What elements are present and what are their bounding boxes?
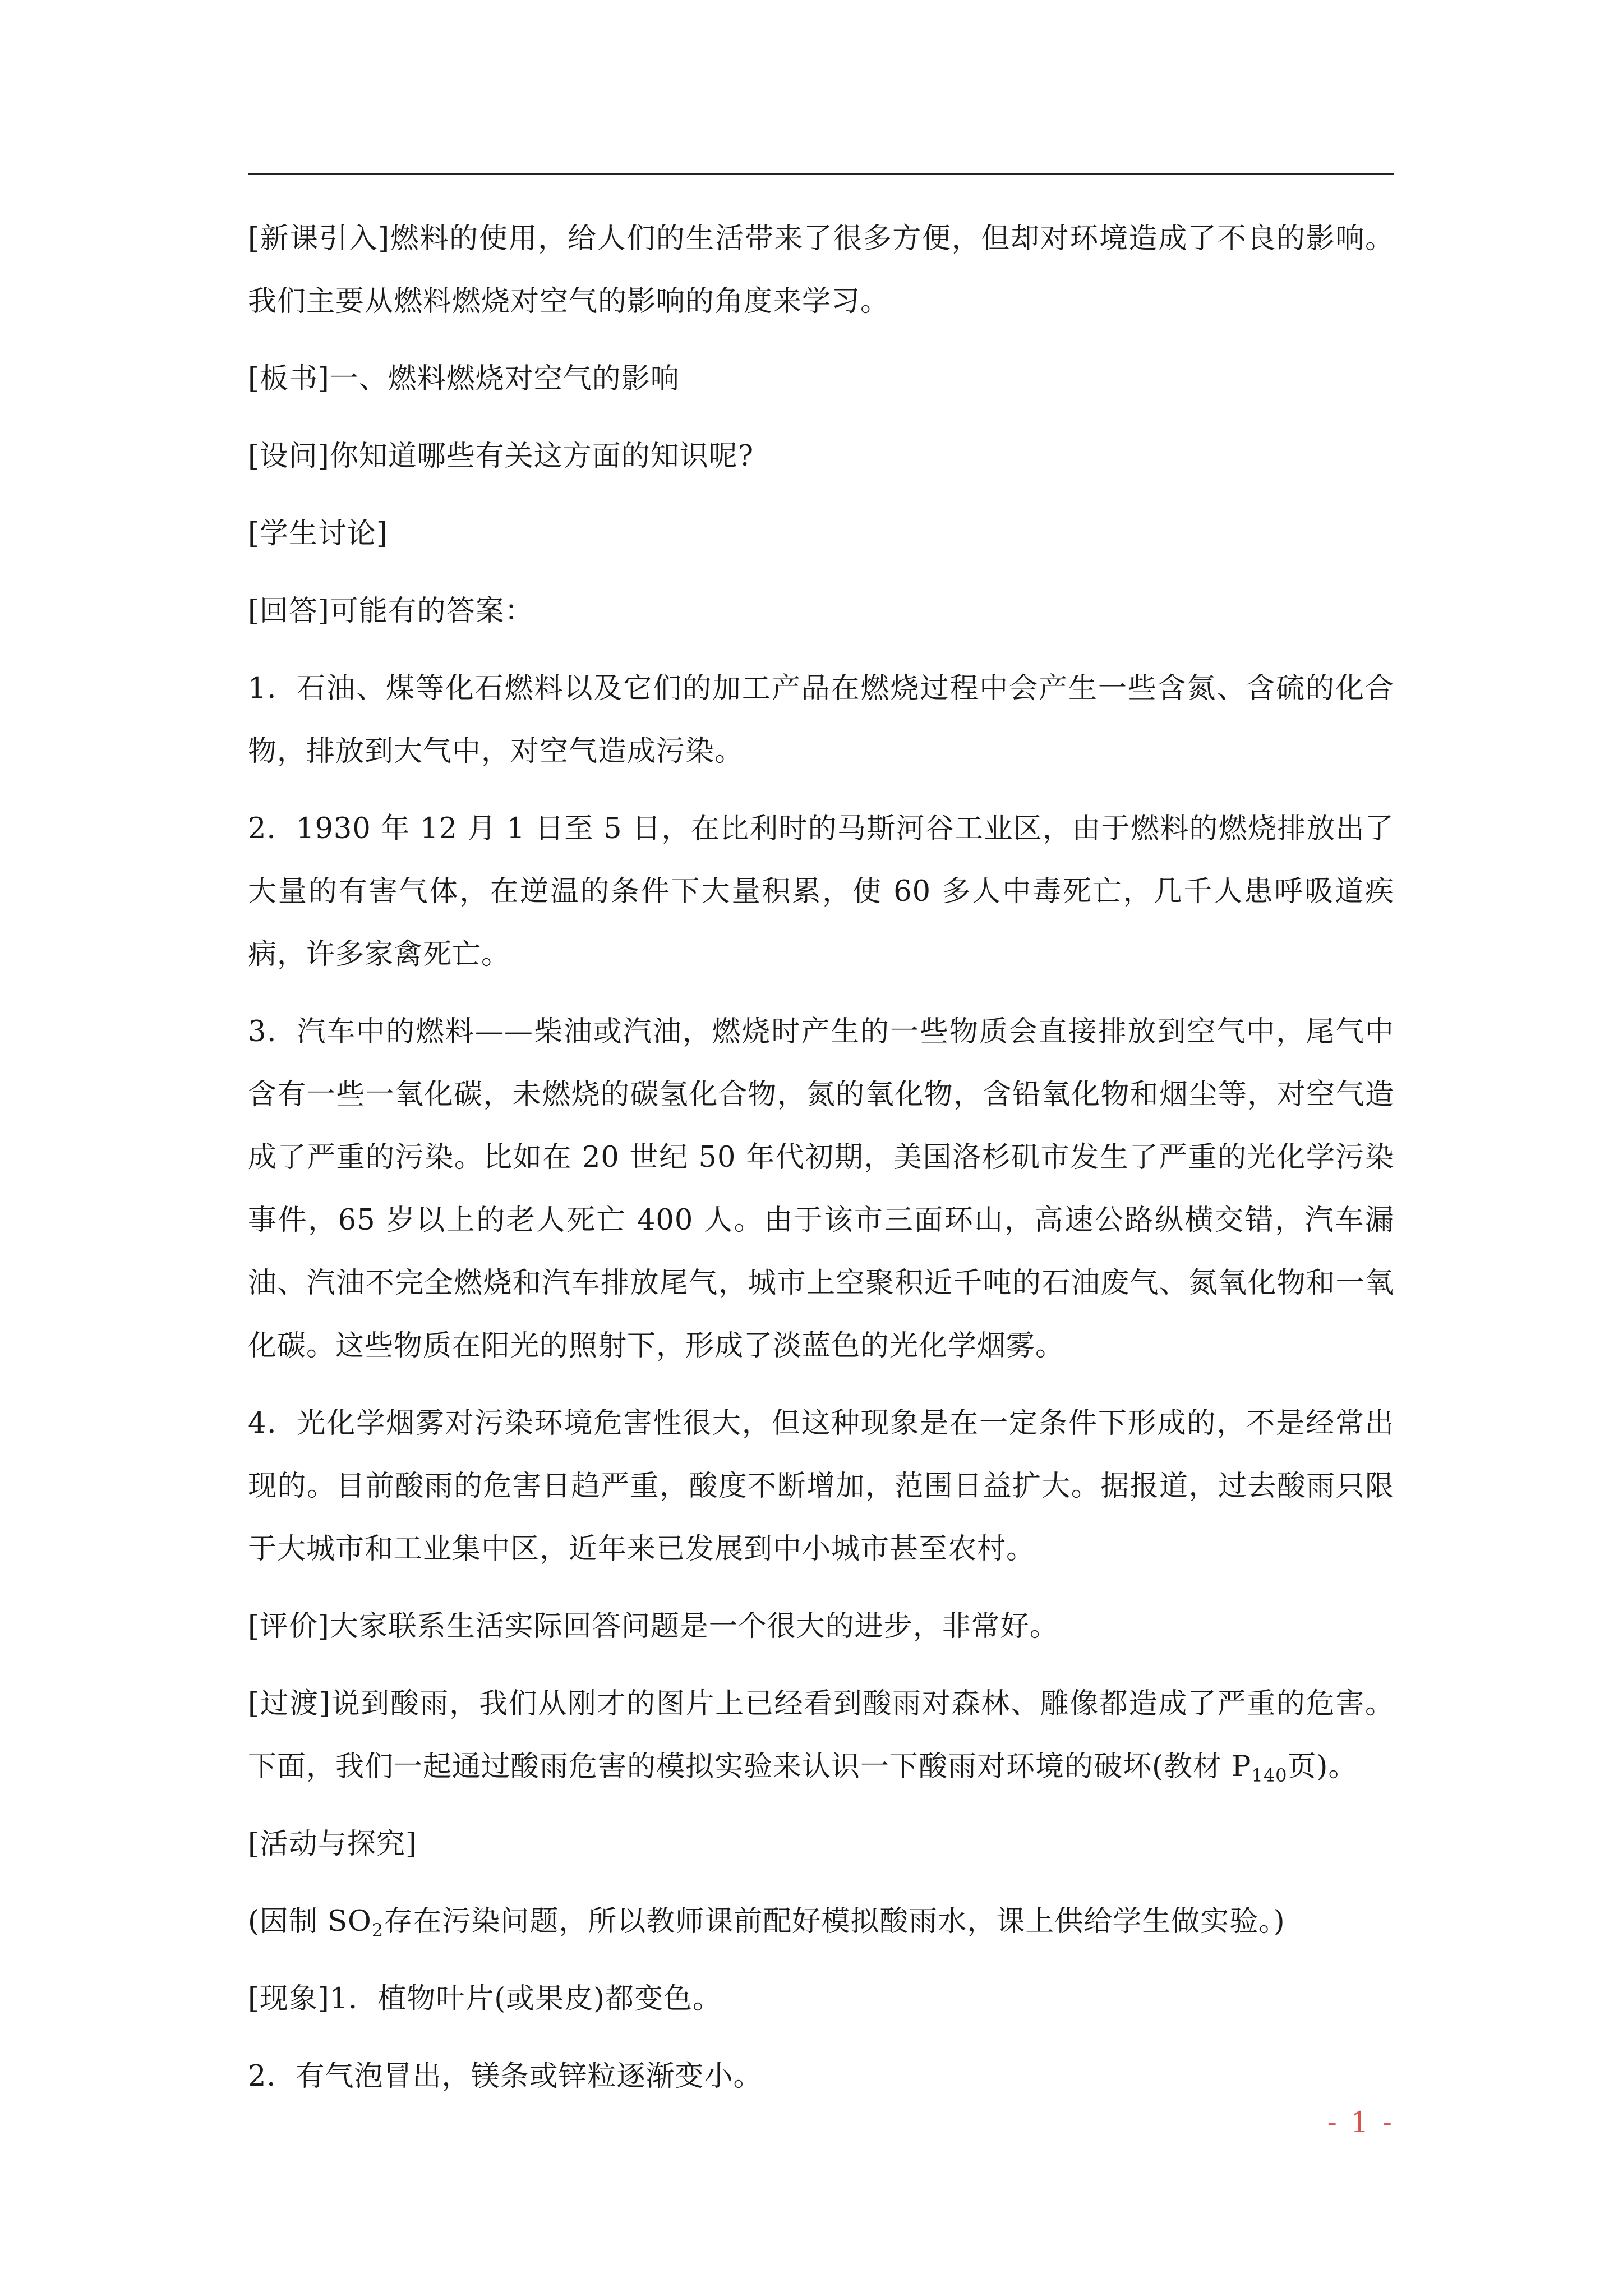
paragraph-text: [过渡]说到酸雨，我们从刚才的图片上已经看到酸雨对森林、雕像都造成了严重的危害。下面，我们一起通过酸雨危害的模拟实验来认识一下酸雨对环境的破坏(教材 P: [248, 1687, 1394, 1783]
paragraph-text: [现象]1．植物叶片(或果皮)都变色。: [248, 1982, 722, 2016]
paragraph-answer-4: [248, 1392, 1394, 1581]
paragraph-question: [248, 425, 1394, 488]
paragraph-student-discussion: [248, 503, 1394, 565]
paragraph-answer: [248, 580, 1394, 643]
page-number: - 1 -: [1327, 2106, 1394, 2139]
paragraph-text: 3．汽车中的燃料——柴油或汽油，燃烧时产生的一些物质会直接排放到空气中，尾气中含有一些一氧化碳，未燃烧的碳氢化合物，氮的氧化物，含铅氧化物和烟尘等，对空气造成了严重的污染。比如在 20 世纪 50 年代初期，美国洛杉矶市发生了严重的光化学污染事件，65 岁以上的老人死亡 400 人。由于该市三面环山，高速公路纵横交错，汽车漏油、汽油不完全燃烧和汽车排放尾气，城市上空聚积近千吨的石油废气、氮氧化物和一氧化碳。这些物质在阳光的照射下，形成了淡蓝色的光化学烟雾。: [248, 1015, 1394, 1363]
paragraph-text: [回答]可能有的答案：: [248, 595, 534, 628]
paragraph-text: [设问]你知道哪些有关这方面的知识呢?: [248, 440, 754, 473]
paragraph-answer-3: [248, 1001, 1394, 1378]
paragraph-phenomenon-1: [248, 1968, 1394, 2031]
paragraph-answer-2: [248, 798, 1394, 986]
page-ref-subscript: 140: [1251, 1765, 1288, 1786]
header-rule: [248, 173, 1394, 175]
paragraph-text: (因制 SO: [248, 1905, 372, 1938]
paragraph-text: [评价]大家联系生活实际回答问题是一个很大的进步，非常好。: [248, 1610, 1059, 1643]
paragraph-text: [新课引入]燃料的使用，给人们的生活带来了很多方便，但却对环境造成了不良的影响。我们主要从燃料燃烧对空气的影响的角度来学习。: [248, 222, 1394, 318]
paragraph-new-lesson-intro: [248, 208, 1394, 333]
document-body: [248, 208, 1394, 2123]
paragraph-text: [活动与探究]: [248, 1828, 417, 1861]
paragraph-text: 1．石油、煤等化石燃料以及它们的加工产品在燃烧过程中会产生一些含氮、含硫的化合物，排放到大气中，对空气造成污染。: [248, 672, 1394, 768]
paragraph-board-writing: [248, 348, 1394, 411]
paragraph-text: [板书]一、燃料燃烧对空气的影响: [248, 362, 680, 395]
paragraph-transition: [248, 1673, 1394, 1798]
paragraph-text: 2．1930 年 12 月 1 日至 5 日，在比利时的马斯河谷工业区，由于燃料的燃烧排放出了大量的有害气体，在逆温的条件下大量积累，使 60 多人中毒死亡，几千人患呼吸道疾病，许多家禽死亡。: [248, 812, 1394, 971]
paragraph-phenomenon-2: [248, 2045, 1394, 2108]
paragraph-text: 页)。: [1287, 1750, 1358, 1783]
formula-subscript: 2: [371, 1920, 384, 1941]
paragraph-activity: [248, 1813, 1394, 1876]
paragraph-evaluation: [248, 1595, 1394, 1658]
paragraph-text: 2．有气泡冒出，镁条或锌粒逐渐变小。: [248, 2060, 763, 2093]
paragraph-text: 4．光化学烟雾对污染环境危害性很大，但这种现象是在一定条件下形成的，不是经常出现的。目前酸雨的危害日趋严重，酸度不断增加，范围日益扩大。据报道，过去酸雨只限于大城市和工业集中区，近年来已发展到中小城市甚至农村。: [248, 1407, 1394, 1566]
paragraph-answer-1: [248, 657, 1394, 783]
paragraph-text: 存在污染问题，所以教师课前配好模拟酸雨水，课上供给学生做实验。): [384, 1905, 1285, 1938]
paragraph-text: [学生讨论]: [248, 517, 388, 550]
paragraph-note: [248, 1890, 1394, 1953]
